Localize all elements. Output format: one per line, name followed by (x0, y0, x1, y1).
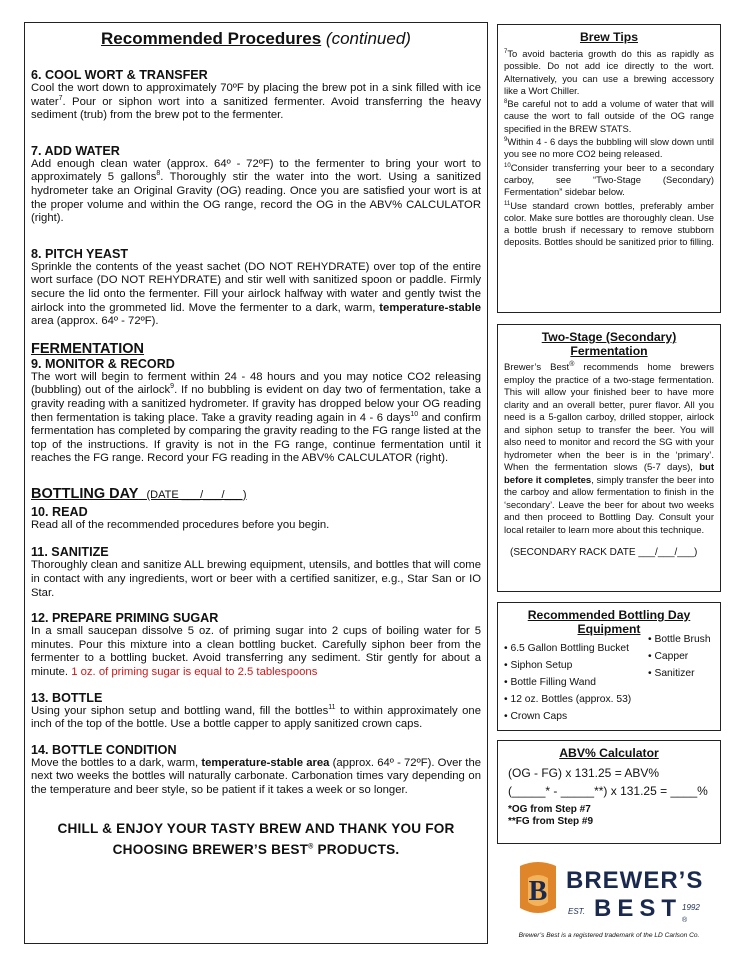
equipment-item: • 6.5 Gallon Bottling Bucket (504, 643, 629, 654)
logo-est: EST. (568, 907, 586, 916)
step-11: 11. SANITIZE Thoroughly clean and sanitize ALL brewing equipment, utensils, and bottles that will come in contact with any ingredients, wort or beer with a certified sanitizer, e.g., Star San or IO Star. (31, 545, 481, 599)
equipment-box (497, 602, 721, 731)
equipment-item: • Crown Caps (504, 711, 568, 722)
tip-item: $^9$Within 4 - 6 days the bubbling will slow down until you see no more CO2 being released. (504, 136, 714, 160)
tip-item: $^{11}$Use standard crown bottles, preferably amber color. Make sure bottles are thoroughly clean. Use a bottle brush if necessary to remove stubborn deposits. Bottles should be sanitized prior to filling. (504, 199, 715, 248)
brew-tips-heading: Brew Tips (579, 30, 639, 44)
step-7: 7. ADD WATER Add enough clean water (approx. 64º - 72ºF) to the fermenter to bring your wort to approximately 5 gallons$^8$. Thoroughly stir the water into the wort. Using a sanitized hydrometer take an Original Gravity (OG) reading. Once you are satisfied your wort is at the proper volume and within the OG range, record the OG in the ABV% CALCULATOR (right). (31, 143, 481, 225)
brewers-best-logo (516, 858, 712, 928)
logo-reg: ® (682, 917, 688, 924)
equipment-item: • Bottle Filling Wand (504, 677, 596, 688)
logo-mark: B (528, 876, 548, 907)
equipment-item: • Capper (648, 651, 689, 662)
bottling-day-heading: BOTTLING DAY (DATE ___/___/___) (31, 485, 247, 502)
abv-note-fg: **FG from Step #9 (508, 816, 594, 827)
equipment-item: • Bottle Brush (648, 634, 711, 645)
brew-tips-box (497, 24, 721, 313)
equipment-item: • Sanitizer (648, 668, 695, 679)
step-12: 12. PREPARE PRIMING SUGAR In a small saucepan dissolve 5 oz. of priming sugar into 2 cups of boiling water for 5 minutes. Pour this mixture into a clean bottling bucket. Carefully siphon beer from the fermenter to a bottling bucket. Avoid transferring any sediment. Stir gently for about a minute. 1 oz. of priming sugar is equal to 2.5 tablespoons (31, 611, 481, 679)
logo-line1: BREWER’S (566, 867, 704, 894)
priming-sugar-note: 1 oz. of priming sugar is equal to 2.5 tablespoons (71, 666, 318, 679)
step-6: 6. COOL WORT & TRANSFER Cool the wort down to approximately 70ºF by placing the brew pot in a sink filled with ice water$^7$. Pour or siphon wort into a sanitized fermenter. Avoid transferring the heavy sediment (trub) from the brew pot to the fermenter. (31, 68, 481, 122)
abv-note-og: *OG from Step #7 (508, 804, 591, 815)
step-10: 10. READ Read all of the recommended procedures before you begin. (31, 504, 330, 531)
equipment-heading: Recommended Bottling Day Equipment (527, 608, 691, 636)
abv-formula: (OG - FG) x 131.25 = ABV% (508, 766, 660, 780)
page-title: Recommended Procedures (continued) (101, 29, 411, 48)
closing-message: CHILL & ENJOY YOUR TASTY BREW AND THANK YOU FOR CHOOSING BREWER’S BEST® PRODUCTS. (57, 820, 455, 857)
logo-year: 1992 (682, 903, 700, 912)
step-14: 14. BOTTLE CONDITION Move the bottles to a dark, warm, temperature-stable area (approx. 64º - 72ºF). Over the next two weeks the bottles will naturally carbonate. Carbonation times vary depending on the temperature and beer style, so be patient if it takes a week or so longer. (31, 742, 482, 796)
abv-calculator-box (497, 740, 721, 844)
equipment-item: • 12 oz. Bottles (approx. 53) (504, 694, 632, 705)
bottling-date-field: (DATE ___/___/___) (146, 488, 247, 501)
step-9: 9. MONITOR & RECORD The wort will begin to ferment within 24 - 48 hours and you may notice CO2 releasing (bubbling) out of the airlock$^9$. If no bubbling is evident on day two of fermentation, take a gravity reading with a sanitized hydrometer. If gravity has dropped below your OG reading then fermentation is taking place. Take a gravity reading again in 4 - 6 days$^{10}$ and confirm fermentation has completed by comparing the gravity reading to the FG range listed at the top of the instructions. If gravity is not in the FG range, continue fermentation until it reaches the FG range. Record your FG reading in the ABV% CALCULATOR (right). (31, 356, 481, 465)
procedures-panel (24, 22, 488, 944)
trademark-notice: Brewer’s Best is a registered trademark of the LD Carlson Co. (518, 932, 700, 939)
tip-item: $^7$To avoid bacteria growth do this as rapidly as possible. Do not add ice directly to the wort. Alternatively, you can use a brewing accessory like a Wort Chiller. (504, 48, 714, 96)
equipment-item: • Siphon Setup (504, 660, 573, 671)
abv-heading: ABV% Calculator (559, 746, 659, 760)
secondary-rack-date-field: (SECONDARY RACK DATE ___/___/___) (510, 547, 698, 558)
secondary-fermentation-box: Two-Stage (Secondary) Fermentation Brewer’s Best® recommends home brewers employ the practice of a two-stage fermentation. This will allow your finished beer to have more clarity and an overall better, purer flavor. All you need is a 5-gallon carboy, drilled stopper, airlock and siphon setup to transfer the beer. You will also need to monitor and record the SG with your hydrometer when the beer is in the ‘primary’. When the fermentation slows (5-7 days), but before it completes, simply transfer the beer into the carboy and allow fermentation to finish in the ‘secondary’. Leave the beer for about two weeks and then proceed to Bottling Day. Consult your local retailer to learn more about this technique. (SECONDARY RACK DATE ___/___/___) (497, 324, 721, 592)
tip-item: $^8$Be careful not to add a volume of water that will cause the wort to fall outside of the OG range specified in the BREW STATS. (504, 98, 714, 134)
abv-fill-line: (_____* - _____**) x 131.25 = ____% (508, 784, 708, 798)
step-13: 13. BOTTLE Using your siphon setup and bottling wand, fill the bottles$^{11}$ to within approximately one inch of the top of the bottle. Use a bottle capper to apply sanitized crown caps. (31, 690, 482, 731)
step-8: 8. PITCH YEAST Sprinkle the contents of the yeast sachet (DO NOT REHYDRATE) over top of the entire wort surface (DO NOT REHYDRATE) and stir well with sanitized spoon or paddle. Firmly secure the lid onto the fermenter. Fill your airlock halfway with water and gently twist the airlock into the grommeted lid. Move the fermenter to a dark, warm, temperature-stable area (approx. 64º - 72ºF). (31, 246, 481, 328)
secondary-heading: Two-Stage (Secondary) Fermentation (541, 330, 677, 358)
logo-line2: BEST (594, 895, 683, 922)
fermentation-heading: FERMENTATION (31, 340, 145, 357)
tip-item: $^{10}$Consider transferring your beer to a secondary carboy, see “Two-Stage (Secondary) Fermentation” sidebar below. (504, 161, 714, 198)
